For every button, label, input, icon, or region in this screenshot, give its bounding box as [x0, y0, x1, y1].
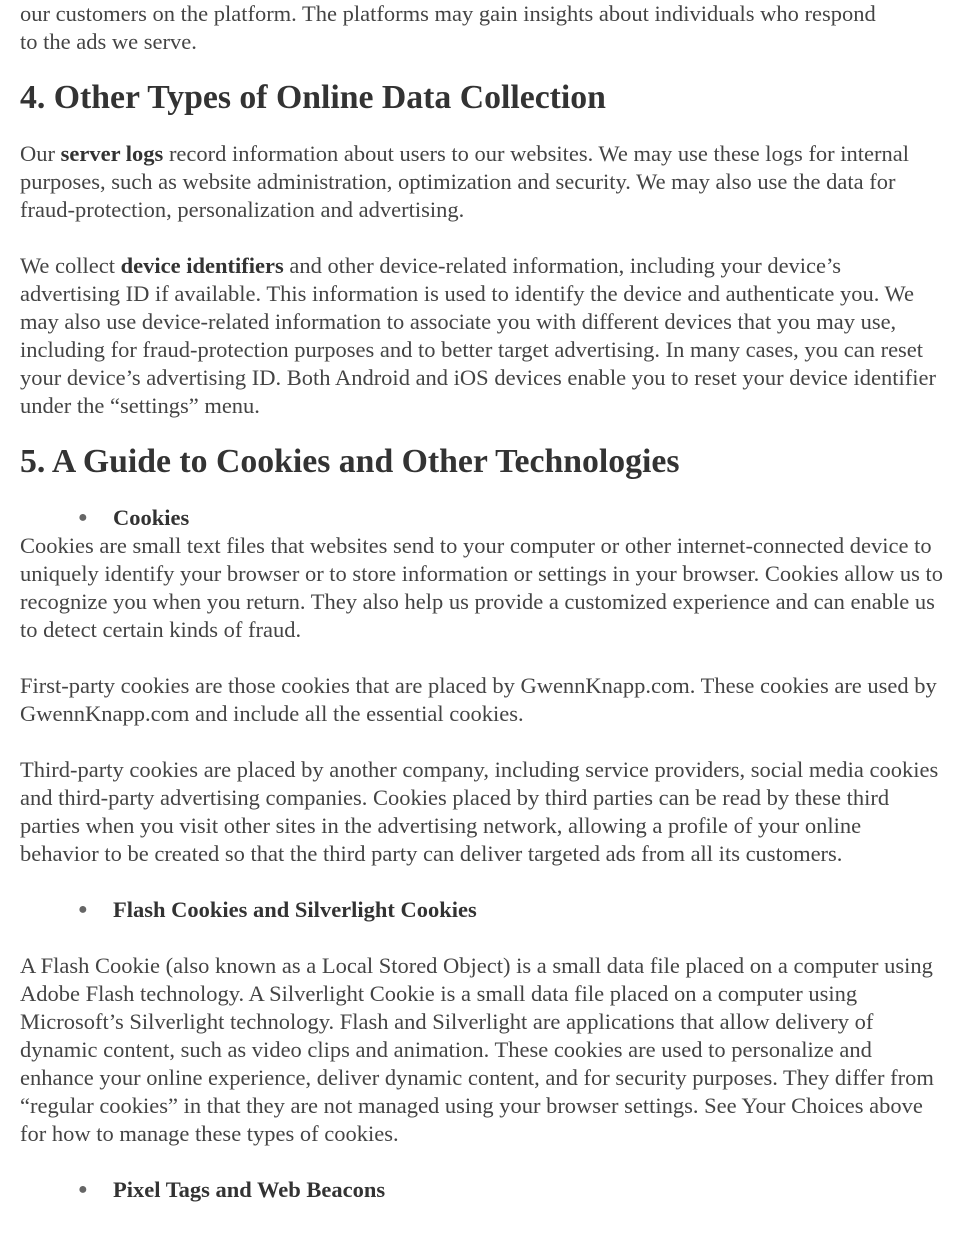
device-identifiers-post: and other device-related information, including your device’s advertising ID if available. This information is used to identify the device and authenticate you. We may also use device-related information to associate you with different devices that you may use, including for fraud-protection purposes and to better target advertising. In many cases, you can reset your device’s advertising ID. Both Android and iOS devices enable you to reset your device identifier under the “settings” menu.: [20, 253, 937, 418]
section-5-heading: 5. A Guide to Cookies and Other Technologies: [20, 443, 680, 480]
bullet-flash-cookies: [20, 896, 945, 924]
bullet-dot-icon: ●: [78, 1181, 88, 1198]
server-logs-post: record information about users to our websites. We may use these logs for internal purposes, such as website administration, optimization and security. We may also use the data for fraud-protection, personalization and advertising.: [20, 141, 910, 222]
bullet-pixel-tags: [20, 1176, 945, 1204]
section-4-heading: 4. Other Types of Online Data Collection: [20, 79, 606, 116]
device-identifiers-pre: We collect: [20, 253, 121, 278]
intro-line-2: to the ads we serve.: [20, 29, 197, 54]
intro-paragraph: [20, 0, 945, 56]
device-identifiers-term: device identifiers: [120, 253, 284, 278]
server-logs-paragraph: [20, 140, 945, 224]
pixel-tags-title: Pixel Tags and Web Beacons: [113, 1177, 386, 1202]
privacy-policy-document: [20, 0, 945, 1204]
cookies-title: Cookies: [113, 505, 190, 530]
bullet-cookies: [20, 504, 945, 532]
cookies-paragraph-2: First-party cookies are those cookies that are placed by GwennKnapp.com. These cookies are used by GwennKnapp.com and include all the essential cookies.: [20, 673, 937, 726]
cookies-paragraph-3: Third-party cookies are placed by another company, including service providers, social media cookies and third-party advertising companies. Cookies placed by third parties can be read by these third parties when you visit other sites in the advertising network, allowing a profile of your online behavior to be created so that the third party can deliver targeted ads from all its customers.: [20, 757, 939, 866]
bullet-dot-icon: ●: [78, 901, 88, 918]
server-logs-term: server logs: [60, 141, 164, 166]
device-identifiers-paragraph: [20, 252, 945, 420]
flash-cookies-title: Flash Cookies and Silverlight Cookies: [113, 897, 477, 922]
intro-line-1: our customers on the platform. The platforms may gain insights about individuals who respond: [20, 1, 876, 26]
flash-cookies-paragraph: A Flash Cookie (also known as a Local Stored Object) is a small data file placed on a computer using Adobe Flash technology. A Silverlight Cookie is a small data file placed on a computer using Microsoft’s Silverlight technology. Flash and Silverlight are applications that allow delivery of dynamic content, such as video clips and animation. These cookies are used to personalize and enhance your online experience, deliver dynamic content, and for security purposes. They differ from “regular cookies” in that they are not managed using your browser settings. See Your Choices above for how to manage these types of cookies.: [20, 953, 934, 1146]
server-logs-pre: Our: [20, 141, 61, 166]
cookies-paragraph-1: Cookies are small text files that websites send to your computer or other internet-connected device to uniquely identify your browser or to store information or settings in your browser. Cookies allow us to recognize you when you return. They also help us provide a customized experience and can enable us to detect certain kinds of fraud.: [20, 533, 943, 642]
bullet-dot-icon: ●: [78, 509, 88, 526]
